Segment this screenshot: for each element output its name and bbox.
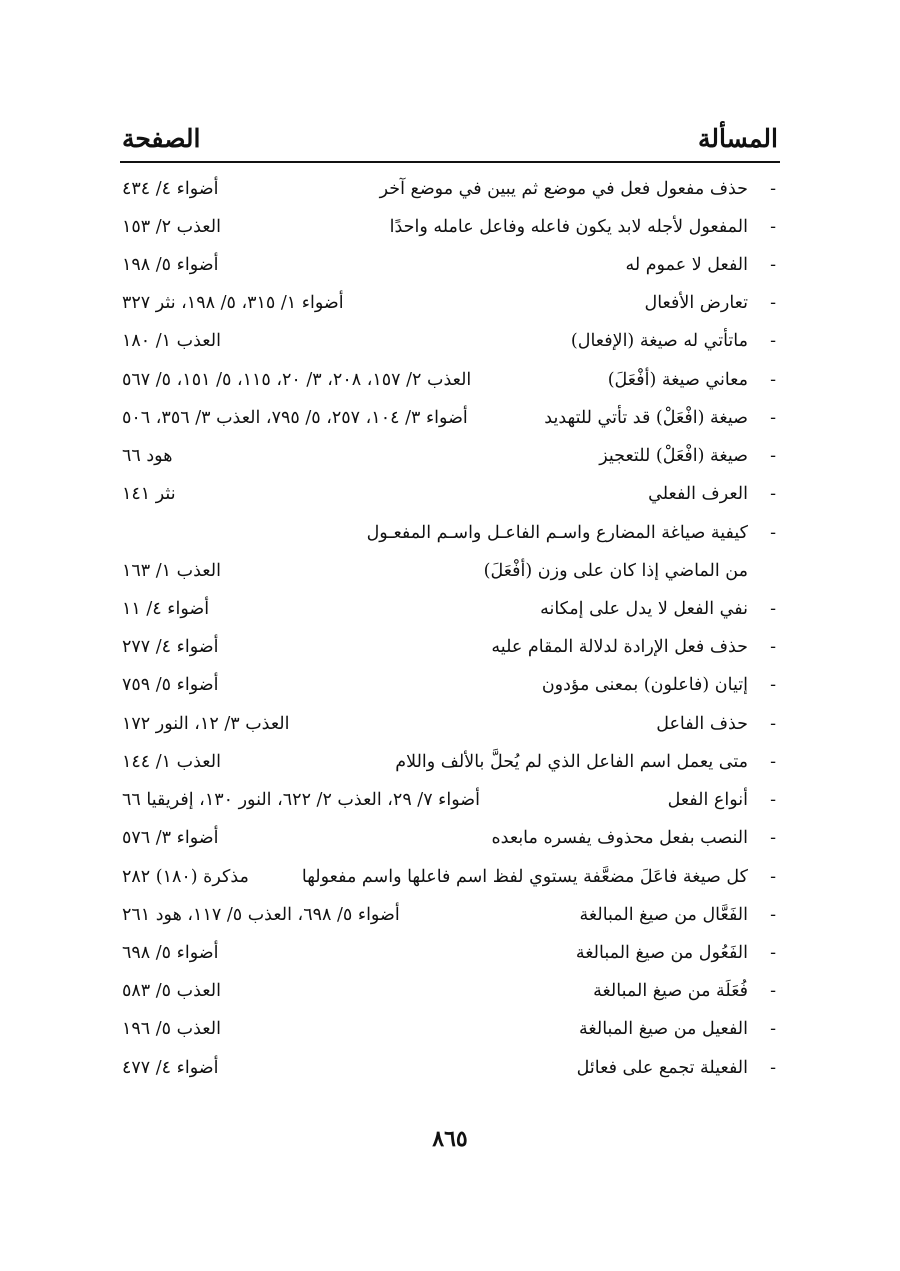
entry-dash: - [770,484,776,504]
entry-dash: - [770,293,776,313]
entry-dash: - [770,408,776,428]
index-entry [0,322,900,360]
column-title-page: الصفحة [122,124,201,153]
index-entry [0,1049,900,1087]
entry-topic: نفي الفعل لا يدل على إمكانه [540,599,748,619]
index-entry [0,170,900,208]
index-entry [0,743,900,781]
entry-topic: فُعَلَة من صيغ المبالغة [593,981,748,1001]
index-entry [0,475,900,513]
entry-reference: نثر ١٤١ [122,484,176,504]
entry-topic: أنواع الفعل [667,790,748,810]
index-entry [0,819,900,857]
entry-reference: هود ٦٦ [122,446,173,466]
entry-reference: العذب ٣/ ١٢، النور ١٧٢ [122,714,290,734]
entry-reference: أضواء ٤/ ٤٧٧ [122,1058,219,1078]
entry-reference: أضواء ١/ ٣١٥، ٥/ ١٩٨، نثر ٣٢٧ [122,293,344,313]
entry-topic: معاني صيغة (أفْعَلَ) [607,370,748,390]
index-entry [0,1010,900,1048]
entry-dash: - [770,370,776,390]
entry-dash: - [770,255,776,275]
index-entry [0,284,900,322]
entry-dash: - [770,867,776,887]
entry-topic: ماتأتي له صيغة (الإفعال) [570,331,748,351]
entry-topic: الفعل لا عموم له [625,255,748,275]
entry-topic: الفعيلة تجمع على فعائل [576,1058,748,1078]
entry-topic: إتيان (فاعلون) بمعنى مؤدون [541,675,748,695]
entry-dash: - [770,331,776,351]
entry-reference: أضواء ٤/ ١١ [122,599,210,619]
entry-reference: العذب ٥/ ١٩٦ [122,1019,221,1039]
entry-reference: العذب ٢/ ١٥٧، ٢٠٨، ٣/ ٢٠، ١١٥، ٥/ ١٥١، ٥/ ٥٦٧ [122,370,472,390]
entry-topic: كل صيغة فاعَلَ مضعَّفة يستوي لفظ اسم فاعلها واسم مفعولها [301,867,748,887]
entry-topic: تعارض الأفعال [644,293,748,313]
index-entry [0,896,900,934]
entry-reference: العذب ١/ ١٨٠ [122,331,221,351]
entry-reference: مذكرة (١٨٠) ٢٨٢ [122,867,249,887]
index-entry [0,399,900,437]
index-entry [0,781,900,819]
page-number: ٨٦٥ [432,1126,468,1152]
index-entry [0,858,900,896]
entry-reference: أضواء ٥/ ١٩٨ [122,255,219,275]
entry-reference: أضواء ٣/ ١٠٤، ٢٥٧، ٥/ ٧٩٥، العذب ٣/ ٣٥٦، ٥٠٦ [122,408,468,428]
entry-reference: العذب ١/ ١٤٤ [122,752,221,772]
entry-reference: أضواء ٥/ ٦٩٨، العذب ٥/ ١١٧، هود ٢٦١ [122,905,400,925]
entry-topic: العرف الفعلي [648,484,748,504]
index-entry [0,208,900,246]
entry-topic: حذف فعل الإرادة لدلالة المقام عليه [491,637,748,657]
index-header [122,124,778,164]
entry-topic: حذف الفاعل [656,714,748,734]
index-entry [0,590,900,628]
entry-reference: أضواء ٤/ ٤٣٤ [122,179,219,199]
index-entry [0,972,900,1010]
index-entry [0,934,900,972]
entry-dash: - [770,828,776,848]
entry-topic: صيغة (افْعَلْ) قد تأتي للتهديد [544,408,748,428]
index-entry [0,437,900,475]
entry-topic: كيفية صياغة المضارع واسـم الفاعـل واسـم المفعـول [366,523,748,543]
entry-reference: أضواء ٣/ ٥٧٦ [122,828,219,848]
entry-dash: - [770,675,776,695]
entry-topic: الفعيل من صيغ المبالغة [579,1019,748,1039]
index-entry [0,705,900,743]
entry-topic: المفعول لأجله لابد يكون فاعله وفاعل عامله واحدًا [389,217,748,237]
entry-dash: - [770,905,776,925]
index-entry [0,361,900,399]
entry-reference: العذب ٢/ ١٥٣ [122,217,221,237]
entry-dash: - [770,981,776,1001]
entry-topic: النصب بفعل محذوف يفسره مابعده [491,828,748,848]
entry-dash: - [770,217,776,237]
index-entry [0,246,900,284]
entry-dash: - [770,752,776,772]
header-divider [120,161,780,163]
entry-dash: - [770,446,776,466]
entry-topic: الفَعَّال من صيغ المبالغة [579,905,748,925]
entry-reference: أضواء ٥/ ٦٩٨ [122,943,219,963]
entry-dash: - [770,714,776,734]
index-entry [0,514,900,552]
entry-topic: صيغة (افْعَلْ) للتعجيز [599,446,748,466]
entry-reference: العذب ١/ ١٦٣ [122,561,221,581]
entry-dash: - [770,599,776,619]
index-entry [0,666,900,704]
entry-dash: - [770,523,776,543]
entry-topic: متى يعمل اسم الفاعل الذي لم يُحلَّ بالألف واللام [395,752,748,772]
entry-reference: أضواء ٤/ ٢٧٧ [122,637,219,657]
entry-dash: - [770,1058,776,1078]
entry-topic: من الماضي إذا كان على وزن (أفْعَلَ) [483,561,748,581]
entry-reference: أضواء ٥/ ٧٥٩ [122,675,219,695]
entry-dash: - [770,637,776,657]
index-entry [0,552,900,590]
entry-topic: الفَعُول من صيغ المبالغة [575,943,748,963]
column-title-issue: المسألة [698,124,778,153]
index-entry [0,628,900,666]
entry-dash: - [770,1019,776,1039]
entry-dash: - [770,179,776,199]
entry-dash: - [770,790,776,810]
entry-dash: - [770,943,776,963]
entry-topic: حذف مفعول فعل في موضع ثم يبين في موضع آخر [379,179,748,199]
entry-reference: أضواء ٧/ ٢٩، العذب ٢/ ٦٢٢، النور ١٣٠، إفريقيا ٦٦ [122,790,481,810]
entry-reference: العذب ٥/ ٥٨٣ [122,981,221,1001]
